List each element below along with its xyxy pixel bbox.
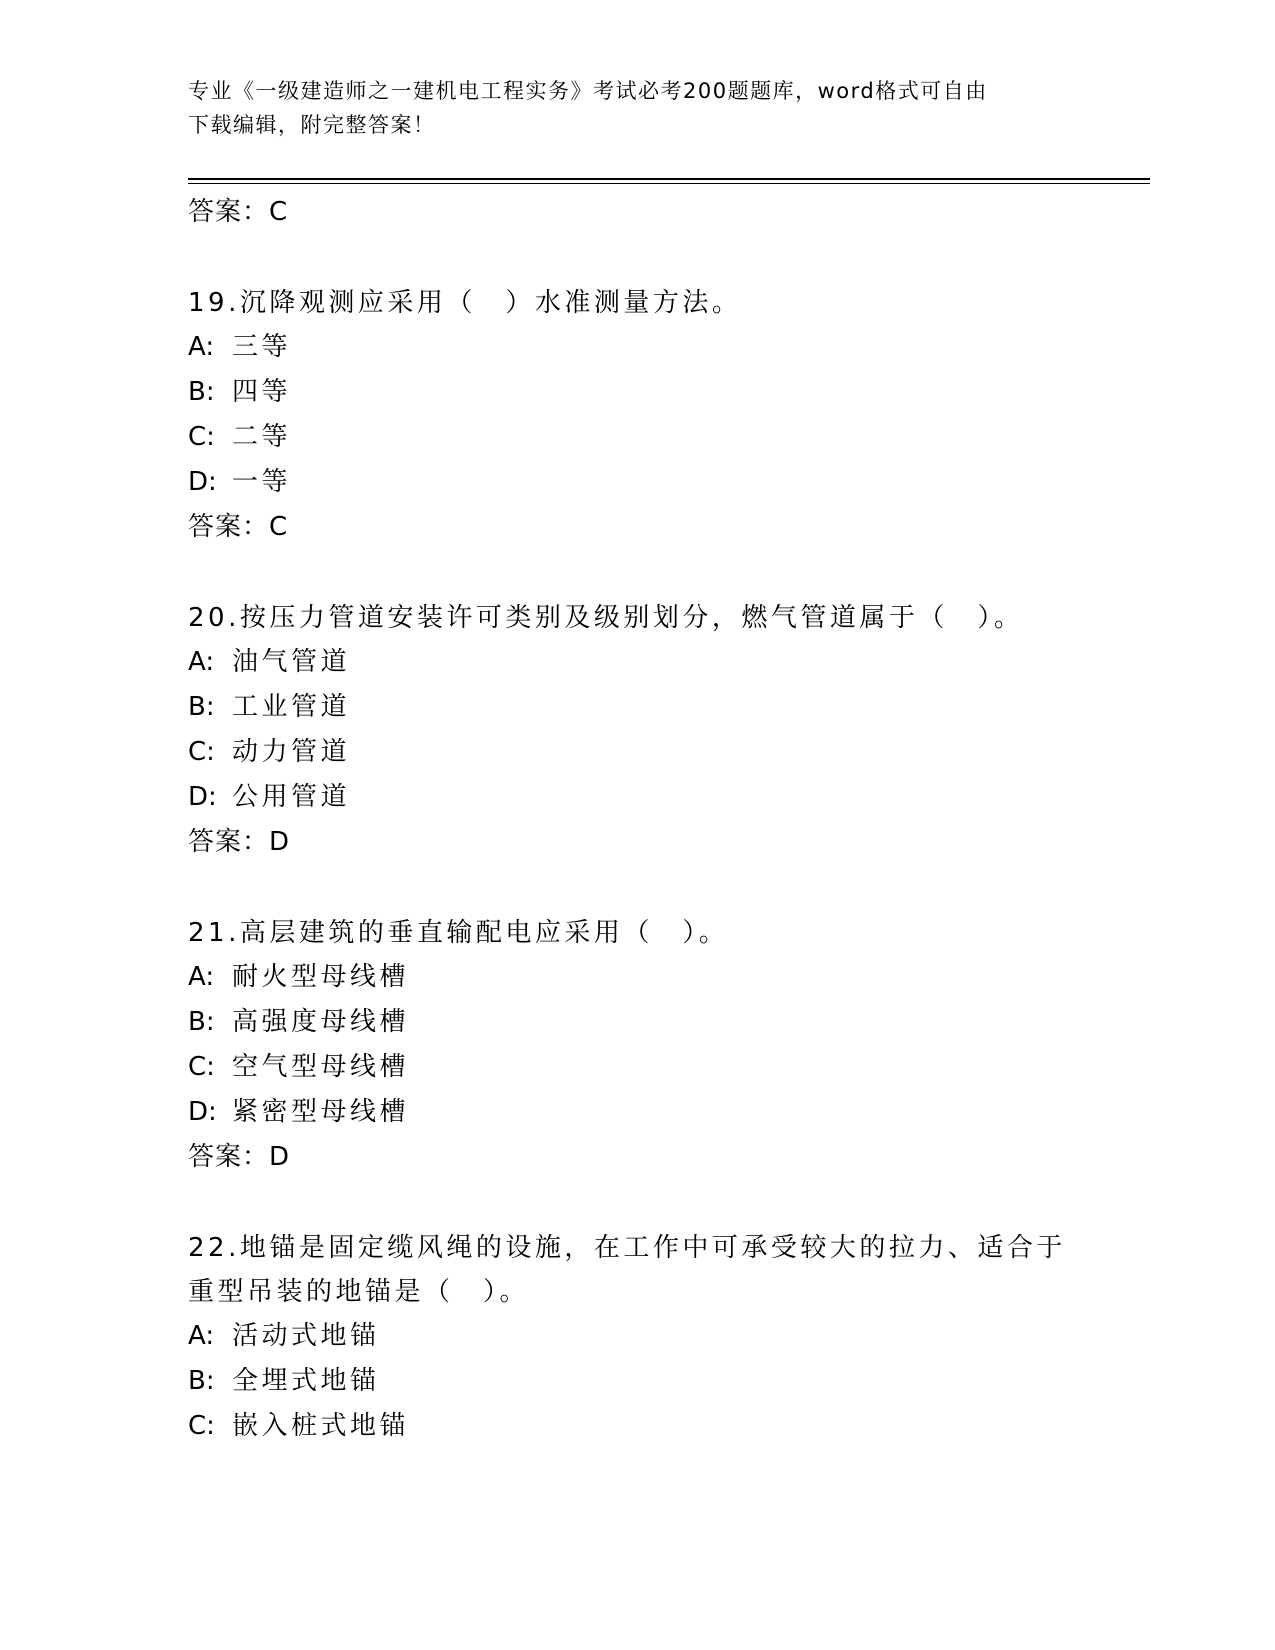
option-key: B:	[188, 377, 215, 407]
question-list	[188, 190, 1088, 1449]
option-list	[188, 1314, 1088, 1449]
option-text: 活动式地锚	[232, 1321, 380, 1351]
option-c	[188, 1045, 1088, 1090]
option-text: 公用管道	[232, 782, 351, 812]
header-divider-thin	[188, 183, 1150, 184]
option-key: B:	[188, 1007, 215, 1037]
option-a	[188, 640, 1088, 685]
option-a	[188, 1314, 1088, 1359]
option-text: 四等	[232, 377, 292, 407]
option-text: 动力管道	[232, 737, 351, 767]
spacer	[188, 549, 1088, 596]
question-text: 20.按压力管道安装许可类别及级别划分，燃气管道属于（ ）。	[188, 603, 1024, 633]
answer-text: 答案：D	[188, 827, 291, 857]
option-d	[188, 1090, 1088, 1135]
option-text: 紧密型母线槽	[232, 1097, 410, 1127]
option-list	[188, 955, 1088, 1135]
option-key: B:	[188, 692, 215, 722]
option-list	[188, 640, 1088, 820]
option-c	[188, 415, 1088, 460]
option-key: D:	[188, 782, 217, 812]
header-divider-thick	[188, 178, 1150, 180]
option-c	[188, 1404, 1088, 1449]
question-block-21	[188, 911, 1088, 1179]
option-text: 油气管道	[232, 647, 351, 677]
question-text: 21.高层建筑的垂直输配电应采用（ ）。	[188, 918, 729, 948]
option-text: 嵌入桩式地锚	[232, 1411, 410, 1441]
option-list	[188, 325, 1088, 505]
question-block-20	[188, 596, 1088, 864]
option-key: C:	[188, 422, 215, 452]
option-b	[188, 1359, 1088, 1404]
option-key: D:	[188, 467, 217, 497]
option-d	[188, 775, 1088, 820]
option-key: A:	[188, 962, 215, 992]
spacer	[188, 1179, 1088, 1226]
option-text: 耐火型母线槽	[232, 962, 410, 992]
option-b	[188, 685, 1088, 730]
option-c	[188, 730, 1088, 775]
option-b	[188, 370, 1088, 415]
option-key: C:	[188, 1052, 215, 1082]
answer-text: 答案：D	[188, 1142, 291, 1172]
option-text: 工业管道	[232, 692, 351, 722]
header-line-1: 专业《一级建造师之一建机电工程实务》考试必考200题题库，word格式可自由	[188, 79, 988, 103]
option-key: C:	[188, 1411, 215, 1441]
option-key: A:	[188, 1321, 215, 1351]
document-header	[188, 74, 1088, 142]
option-b	[188, 1000, 1088, 1045]
spacer	[188, 234, 1088, 281]
question-text: 19.沉降观测应采用（ ）水准测量方法。	[188, 288, 742, 318]
question-block-19	[188, 281, 1088, 549]
option-key: C:	[188, 737, 215, 767]
option-d	[188, 460, 1088, 505]
option-text: 三等	[232, 332, 292, 362]
question-block-22	[188, 1226, 1088, 1449]
option-text: 空气型母线槽	[232, 1052, 410, 1082]
option-a	[188, 955, 1088, 1000]
option-key: A:	[188, 647, 215, 677]
option-key: B:	[188, 1366, 215, 1396]
option-text: 二等	[232, 422, 292, 452]
option-text: 全埋式地锚	[232, 1366, 380, 1396]
option-key: A:	[188, 332, 215, 362]
question-text: 22.地锚是固定缆风绳的设施，在工作中可承受较大的拉力、适合于重型吊装的地锚是（ ）。	[188, 1233, 1066, 1307]
header-line-2: 下载编辑，附完整答案！	[188, 113, 436, 137]
previous-answer: 答案：C	[188, 197, 289, 227]
option-key: D:	[188, 1097, 217, 1127]
option-text: 高强度母线槽	[232, 1007, 410, 1037]
option-a	[188, 325, 1088, 370]
option-text: 一等	[232, 467, 292, 497]
spacer	[188, 864, 1088, 911]
answer-text: 答案：C	[188, 512, 289, 542]
